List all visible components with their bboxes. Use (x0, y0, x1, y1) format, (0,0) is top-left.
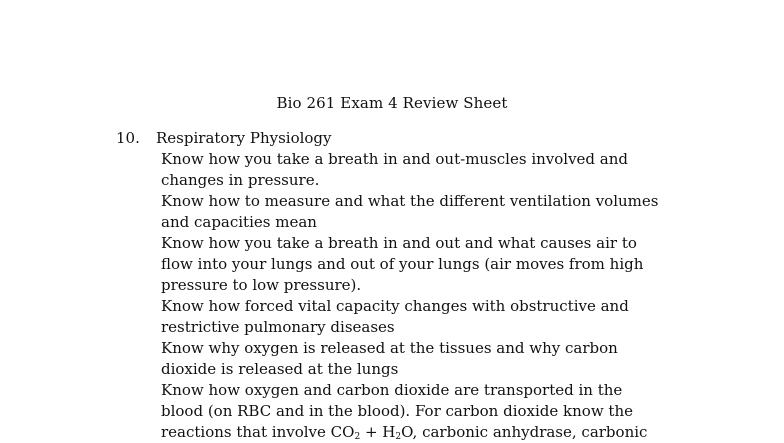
review-line: Know how you take a breath in and out-muscles involved and (161, 150, 628, 168)
review-line: restrictive pulmonary diseases (161, 318, 395, 336)
document-title: Bio 261 Exam 4 Review Sheet (276, 94, 508, 112)
review-line-chemistry: reactions that involve $CO_2 + H_2O$, carbonic anhydrase, carbonic (161, 423, 648, 442)
review-line: changes in pressure. (161, 171, 320, 189)
review-line: blood (on RBC and in the blood). For carbon dioxide know the (161, 402, 633, 420)
section-number: 10. (116, 129, 140, 147)
review-line: and capacities mean (161, 213, 317, 231)
review-line: flow into your lungs and out of your lungs (air moves from high (161, 255, 644, 273)
review-line: Know how oxygen and carbon dioxide are transported in the (161, 381, 623, 399)
section-heading (116, 128, 332, 148)
review-line: Know how forced vital capacity changes with obstructive and (161, 297, 629, 315)
section-title: Respiratory Physiology (156, 129, 332, 147)
review-line: dioxide is released at the lungs (161, 360, 399, 378)
review-line: Know how you take a breath in and out and what causes air to (161, 234, 637, 252)
review-line: pressure to low pressure). (161, 276, 362, 294)
review-line: Know why oxygen is released at the tissues and why carbon (161, 339, 618, 357)
review-items (161, 149, 681, 443)
review-line: Know how to measure and what the different ventilation volumes (161, 192, 659, 210)
